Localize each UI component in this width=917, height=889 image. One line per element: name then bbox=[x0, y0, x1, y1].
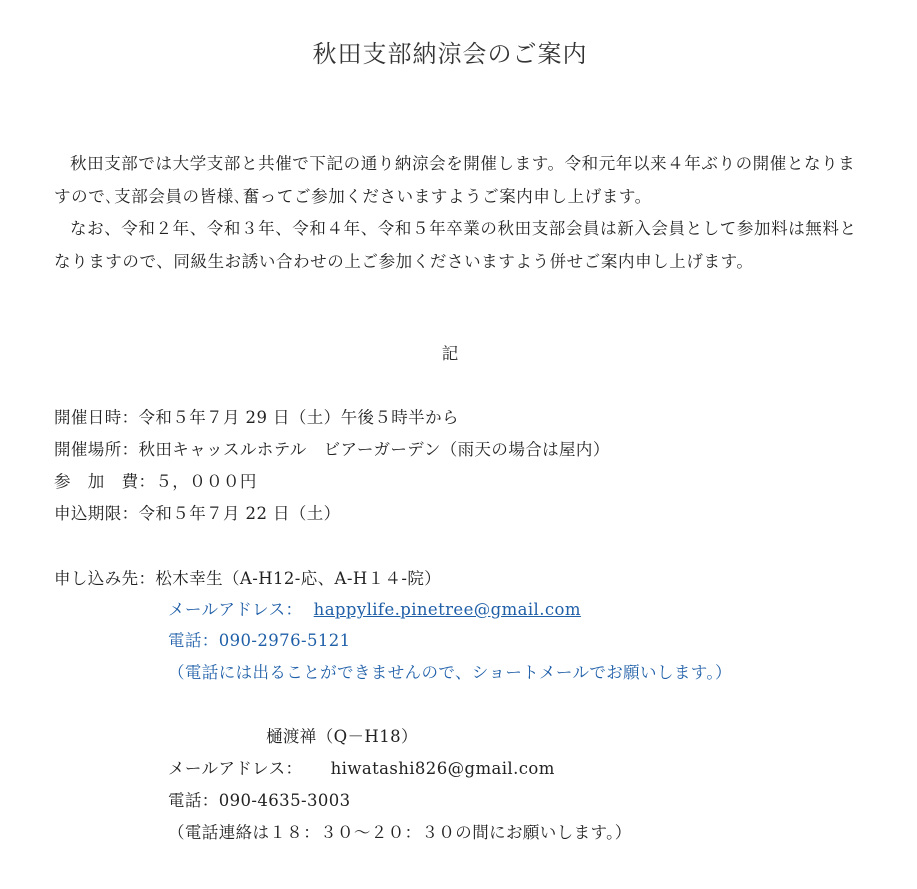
contact2-note: （電話連絡は１８：３０～２０：３０の間にお願いします。） bbox=[168, 823, 632, 842]
deadline-value: 令和５年７月 22 日（土） bbox=[138, 504, 341, 523]
deadline-label: 申込期限： bbox=[54, 504, 139, 523]
date-row bbox=[54, 404, 459, 428]
contact2-email-row bbox=[168, 755, 555, 779]
page-title: 秋田支部納涼会のご案内 bbox=[312, 40, 588, 68]
ki-heading: 記 bbox=[441, 344, 459, 363]
contact2-phone: 090-4635-3003 bbox=[218, 791, 351, 810]
fee-row bbox=[54, 468, 257, 492]
contact1-row bbox=[54, 565, 441, 589]
venue-label: 開催場所： bbox=[54, 440, 139, 459]
contact2-phone-label: 電話： bbox=[168, 791, 219, 810]
contact1-email-row bbox=[168, 596, 581, 620]
contact1-name: 松木幸生（A-H12-応、A-H１４-院） bbox=[155, 569, 442, 588]
date-value: 令和５年７月 29 日（土）午後５時半から bbox=[138, 408, 459, 427]
deadline-row bbox=[54, 500, 341, 524]
venue-value: 秋田キャッスルホテル ビアーガーデン（雨天の場合は屋内） bbox=[138, 440, 610, 459]
date-label: 開催日時： bbox=[54, 408, 139, 427]
venue-row bbox=[54, 436, 610, 460]
intro-paragraph-1: 秋田支部では大学支部と共催で下記の通り納涼会を開催します。令和元年以来４年ぶりの開催となりますので､支部会員の皆様､奮ってご参加くださいますようご案内申し上げます。 bbox=[54, 154, 856, 206]
contact1-phone-row bbox=[168, 627, 351, 651]
fee-label: 参 加 費： bbox=[54, 472, 156, 491]
fee-value: ５，０００円 bbox=[155, 472, 257, 491]
contact1-phone-label: 電話： bbox=[168, 631, 219, 650]
contact-label: 申し込み先： bbox=[54, 569, 156, 588]
contact2-email-label: メールアドレス： bbox=[168, 759, 303, 778]
contact1-email-link[interactable]: happylife.pinetree@gmail.com bbox=[313, 600, 581, 619]
contact1-email-label: メールアドレス： bbox=[168, 600, 303, 619]
contact1-note: （電話には出ることができませんので、ショートメールでお願いします。） bbox=[168, 663, 732, 682]
intro-text bbox=[54, 148, 864, 278]
intro-paragraph-2: なお、令和２年、令和３年、令和４年、令和５年卒業の秋田支部会員は新入会員として参加料は無料となりますので、同級生お誘い合わせの上ご参加くださいますよう併せご案内申し上げます。 bbox=[54, 219, 857, 271]
contact1-phone: 090-2976-5121 bbox=[218, 631, 351, 650]
contact2-email: hiwatashi826@gmail.com bbox=[330, 759, 555, 778]
contact2-name: 樋渡禅（Q－H18） bbox=[266, 727, 418, 746]
contact2-phone-row bbox=[168, 787, 351, 811]
